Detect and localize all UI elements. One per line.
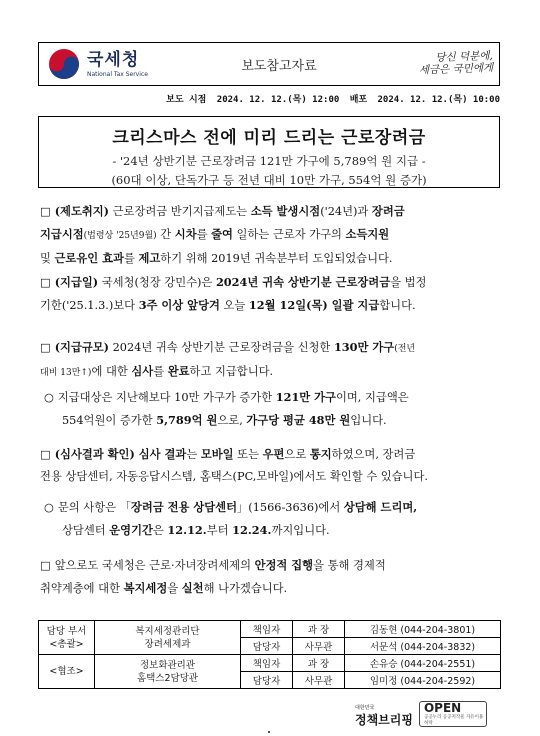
person-cell: 손유승 (044-204-2551) bbox=[345, 655, 501, 672]
rank-cell: 사무관 bbox=[293, 638, 345, 655]
contact-table bbox=[38, 620, 501, 689]
text-run: 및 bbox=[40, 252, 55, 265]
logo-korean-name: 국세청 bbox=[87, 49, 140, 70]
text-run: 을 bbox=[167, 582, 182, 595]
text-run: 으로, bbox=[217, 414, 247, 427]
table-row bbox=[39, 655, 501, 672]
text-run: (제도취지) bbox=[54, 204, 110, 218]
text-run: 를 bbox=[196, 228, 212, 241]
text-run: 하기 위해 2019년 귀속분부터 도입되었습니다. bbox=[160, 252, 393, 265]
text-run: 가구당 평균 48만 원 bbox=[246, 413, 351, 427]
text-run: (전년 bbox=[394, 344, 416, 354]
text-run: 근로장려금 반기지급제도는 bbox=[109, 205, 251, 218]
text-run: 를 bbox=[153, 365, 168, 378]
policy-briefing-logo bbox=[355, 702, 413, 726]
text-run: 을 법정 bbox=[390, 276, 427, 289]
text-run: 간 bbox=[156, 228, 175, 241]
text-run: 12월 12일(목) 일괄 지급 bbox=[248, 298, 380, 312]
text-run: 전용 상담센터, 자동응답시스템, 홈택스(PC,모바일)에서도 확인할 수 있습니다. bbox=[40, 470, 428, 483]
team-sub: 홈택스2담당관 bbox=[136, 672, 199, 684]
role-cell: 담당자 bbox=[241, 672, 293, 689]
text-run: 상담해 드리며, bbox=[343, 500, 418, 514]
text-run: 5,789억 원 bbox=[156, 413, 218, 427]
page-marker bbox=[268, 731, 270, 733]
text-run: 12.24. bbox=[232, 523, 272, 537]
dept-cell bbox=[39, 621, 95, 655]
text-run: 장려금 전용 상담센터 bbox=[130, 500, 237, 514]
text-run: 하고 지급합니다. bbox=[189, 365, 274, 378]
text-run: 모바일 bbox=[200, 447, 234, 461]
text-run: (지급일) bbox=[54, 275, 99, 289]
paragraph-inquiry bbox=[44, 496, 502, 542]
text-run: (법령상 '25년9월) bbox=[83, 231, 157, 241]
text-run: 에 대한 bbox=[91, 365, 132, 378]
text-run: 앞으로도 국세청은 근로·자녀장려세제의 bbox=[54, 559, 255, 572]
text-run: 오늘 bbox=[219, 299, 249, 312]
text-run: 는 bbox=[186, 448, 201, 461]
text-run: (지급규모) bbox=[54, 340, 110, 354]
text-run: 130만 가구 bbox=[333, 340, 395, 354]
dept-label: 담당 부서 bbox=[46, 625, 87, 637]
open-badge-label: OPEN bbox=[423, 701, 462, 715]
rank-cell: 과 장 bbox=[293, 655, 345, 672]
slogan-line-1: 당신 덕분에, bbox=[435, 49, 493, 64]
square-bullet-icon: □ bbox=[40, 341, 51, 354]
embargo-label: 보도 시점 bbox=[166, 95, 207, 105]
footer-logos bbox=[355, 697, 505, 731]
team-cell bbox=[95, 621, 241, 655]
rank-cell: 과 장 bbox=[293, 621, 345, 638]
square-bullet-icon: □ bbox=[40, 205, 51, 218]
text-run: 제고 bbox=[138, 251, 161, 265]
text-run: 일하는 근로자 가구의 bbox=[232, 228, 346, 241]
person-cell: 서문석 (044-204-3832) bbox=[345, 638, 501, 655]
slogan bbox=[369, 50, 500, 79]
text-run: 우편 bbox=[262, 447, 285, 461]
text-run: 문의 사항은 「 bbox=[57, 501, 131, 514]
text-run: 취약계층에 대한 bbox=[40, 582, 124, 595]
text-run: 복지세정 bbox=[123, 581, 168, 595]
text-run: 부터 bbox=[206, 524, 233, 537]
text-run: 기한('25.1.3.)보다 bbox=[40, 299, 139, 312]
text-run: 소득 발생시점 bbox=[250, 204, 321, 218]
nts-logo bbox=[39, 47, 189, 81]
dept-sub: <총괄> bbox=[49, 638, 84, 650]
distribution-label: 배포 bbox=[349, 95, 368, 105]
text-run: 지급시점 bbox=[40, 227, 84, 241]
open-badge-sub: 공공누리 공공저작물 자유이용허락 bbox=[423, 715, 484, 726]
table-row bbox=[39, 621, 501, 638]
dept-cell bbox=[39, 655, 95, 689]
text-run: 운영기간 bbox=[109, 523, 153, 537]
circle-bullet-icon: ○ bbox=[44, 501, 54, 514]
person-cell: 김동현 (044-204-3801) bbox=[345, 621, 501, 638]
text-run: 장려금 bbox=[371, 204, 405, 218]
open-license-badge bbox=[419, 701, 487, 727]
text-run: 으로 bbox=[284, 448, 310, 461]
taegeuk-logo-icon bbox=[47, 47, 81, 81]
text-run: 완료 bbox=[167, 364, 190, 378]
role-cell: 책임자 bbox=[241, 655, 293, 672]
text-run: 소득지원 bbox=[345, 227, 390, 241]
text-run: 2024년 귀속 상반기분 근로장려금 bbox=[215, 275, 391, 289]
text-run: 실천 bbox=[181, 581, 204, 595]
team-cell bbox=[95, 655, 241, 689]
text-run: 또는 bbox=[233, 448, 263, 461]
rank-cell: 사무관 bbox=[293, 672, 345, 689]
text-run: ('24년)과 bbox=[320, 205, 372, 218]
text-run: 상담센터 bbox=[62, 524, 110, 537]
main-title: 크리스마스 전에 미리 드리는 근로장려금 bbox=[112, 128, 426, 148]
square-bullet-icon: □ bbox=[40, 448, 51, 461]
text-run: 121만 가구 bbox=[275, 390, 336, 404]
text-run: 을 통해 경제적 bbox=[313, 559, 386, 572]
circle-bullet-icon: ○ bbox=[44, 391, 54, 404]
title-box bbox=[38, 116, 500, 188]
paragraph-purpose bbox=[40, 200, 502, 270]
text-run: 입니다. bbox=[350, 414, 387, 427]
person-cell: 임미정 (044-204-2592) bbox=[345, 672, 501, 689]
team-name: 정보화관리관 bbox=[139, 659, 196, 671]
paragraph-closing bbox=[40, 554, 502, 600]
embargo-time: 2024. 12. 12.(목) 12:00 bbox=[216, 95, 340, 105]
text-run: 대비 13만↑) bbox=[40, 368, 92, 378]
paragraph-payment-scale bbox=[40, 336, 502, 384]
paragraph-recipients bbox=[44, 386, 502, 432]
subtitle: - '24년 상반기분 근로장려금 121만 가구에 5,789억 원 지급 - bbox=[112, 154, 426, 168]
text-run: 해 나가겠습니다. bbox=[203, 582, 288, 595]
text-run: 3주 이상 앞당겨 bbox=[138, 298, 220, 312]
role-cell: 책임자 bbox=[241, 621, 293, 638]
press-header bbox=[38, 42, 500, 86]
briefing-top-text: 대한민국 bbox=[355, 705, 375, 711]
subtitle-detail: (60대 이상, 단독가구 등 전년 대비 10만 가구, 554억 원 증가) bbox=[111, 173, 427, 187]
text-run: 하였으며, 장려금 bbox=[331, 448, 416, 461]
square-bullet-icon: □ bbox=[40, 276, 51, 289]
text-run: (심사결과 확인) 심사 결과 bbox=[54, 447, 187, 461]
team-sub: 장려세제과 bbox=[144, 638, 191, 650]
distribution-time: 2024. 12. 12.(목) 10:00 bbox=[377, 95, 500, 105]
text-run: 은 bbox=[152, 524, 168, 537]
text-run: 근로유인 효과 bbox=[54, 251, 124, 265]
text-run: 통지 bbox=[309, 447, 332, 461]
team-name: 복지세정관리단 bbox=[135, 625, 200, 637]
text-run: 국세청(청장 강민수)은 bbox=[98, 276, 216, 289]
text-run: 줄여 bbox=[211, 227, 233, 241]
text-run: 안정적 집행 bbox=[254, 558, 314, 572]
text-run: 까지입니다. bbox=[271, 524, 330, 537]
paragraph-payment-date bbox=[40, 271, 502, 317]
role-cell: 담당자 bbox=[241, 638, 293, 655]
text-run: 를 bbox=[123, 252, 139, 265]
briefing-text: 정책브리핑 bbox=[355, 713, 413, 727]
text-run: 2024년 귀속 상반기분 근로장려금을 신청한 bbox=[109, 341, 334, 354]
slogan-line-2: 세금은 국민에게 bbox=[418, 61, 494, 77]
square-bullet-icon: □ bbox=[40, 559, 51, 572]
text-run: 554억원이 증가한 bbox=[62, 414, 157, 427]
text-run: 12.12. bbox=[167, 523, 207, 537]
text-run: 시차 bbox=[174, 227, 197, 241]
paragraph-review-result bbox=[40, 443, 502, 488]
dept-label: <협조> bbox=[49, 666, 84, 677]
embargo-info bbox=[161, 92, 500, 105]
text-run: 지급대상은 지난해보다 10만 가구가 증가한 bbox=[57, 391, 276, 404]
document-type: 보도참고자료 bbox=[241, 58, 317, 74]
text-run: 」(1566-3636)에서 bbox=[237, 501, 344, 514]
logo-english-name: National Tax Service bbox=[87, 70, 148, 78]
text-run: 합니다. bbox=[379, 299, 416, 312]
text-run: 이며, 지급액은 bbox=[335, 391, 409, 404]
text-run: 심사 bbox=[131, 364, 154, 378]
